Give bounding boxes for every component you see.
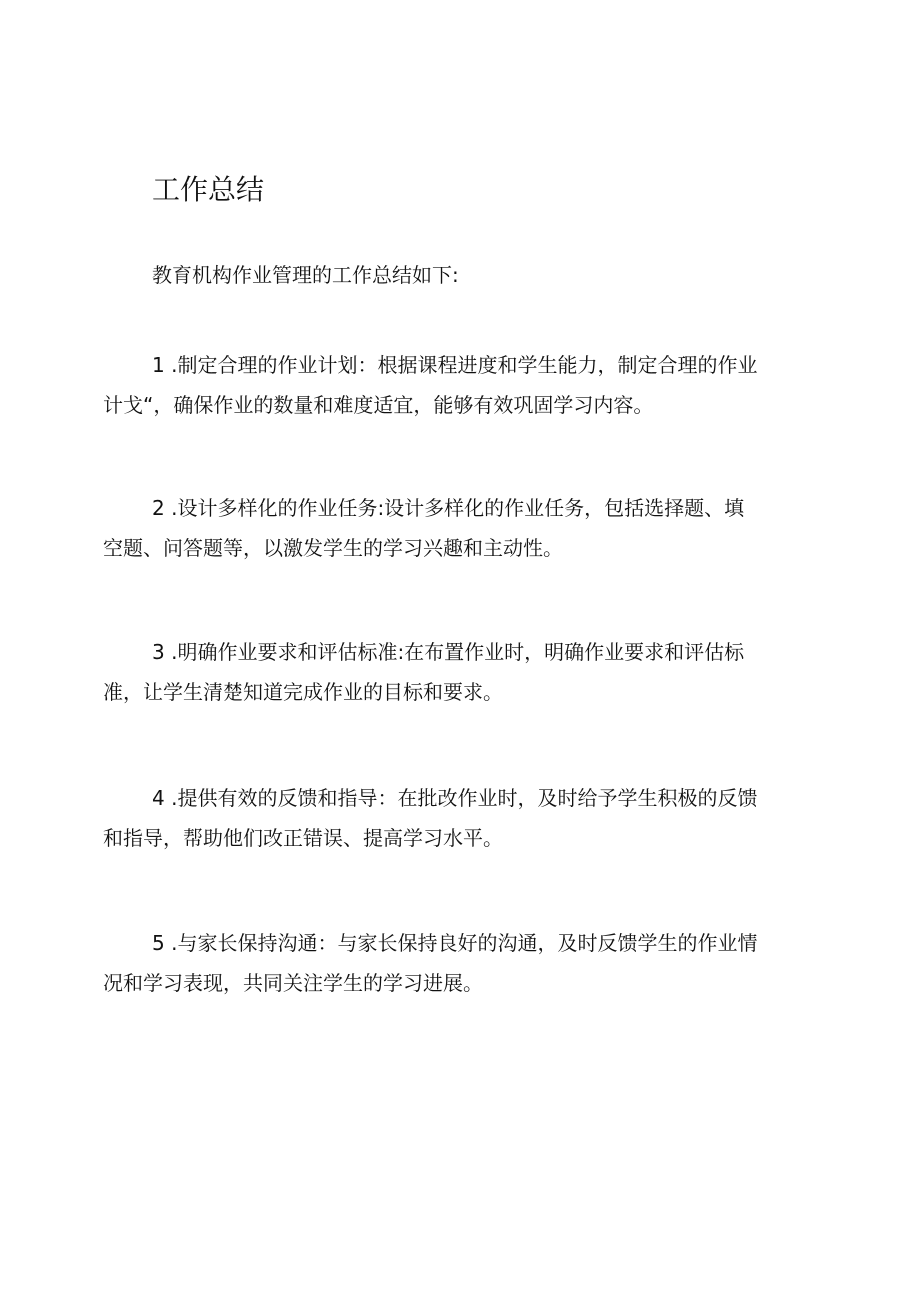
list-item-line: 准，让学生清楚知道完成作业的目标和要求。 [103, 680, 503, 704]
list-item-line: 4 .提供有效的反馈和指导：在批改作业时，及时给予学生积极的反馈 [152, 786, 758, 810]
list-item-line: 2 .设计多样化的作业任务:设计多样化的作业任务，包括选择题、填 [152, 496, 745, 520]
list-item [103, 778, 823, 858]
list-item-line: 5 .与家长保持沟通：与家长保持良好的沟通，及时反馈学生的作业情 [152, 931, 758, 955]
list-item-line: 和指导，帮助他们改正错误、提高学习水平。 [103, 826, 503, 850]
intro-paragraph: 教育机构作业管理的工作总结如下: [152, 263, 459, 287]
list-item-line: 1 .制定合理的作业计划：根据课程进度和学生能力，制定合理的作业 [152, 353, 758, 377]
list-item [103, 632, 823, 712]
list-item-line: 空题、问答题等，以激发学生的学习兴趣和主动性。 [103, 536, 563, 560]
list-item [103, 345, 823, 425]
list-item-line: 况和学习表现，共同关注学生的学习进展。 [103, 971, 483, 995]
list-item-line: 3 .明确作业要求和评估标准:在布置作业时，明确作业要求和评估标 [152, 640, 745, 664]
document-title: 工作总结 [152, 173, 265, 206]
list-item-line: 计戈“，确保作业的数量和难度适宜，能够有效巩固学习内容。 [103, 393, 654, 417]
list-item [103, 923, 823, 1003]
list-item [103, 488, 823, 568]
